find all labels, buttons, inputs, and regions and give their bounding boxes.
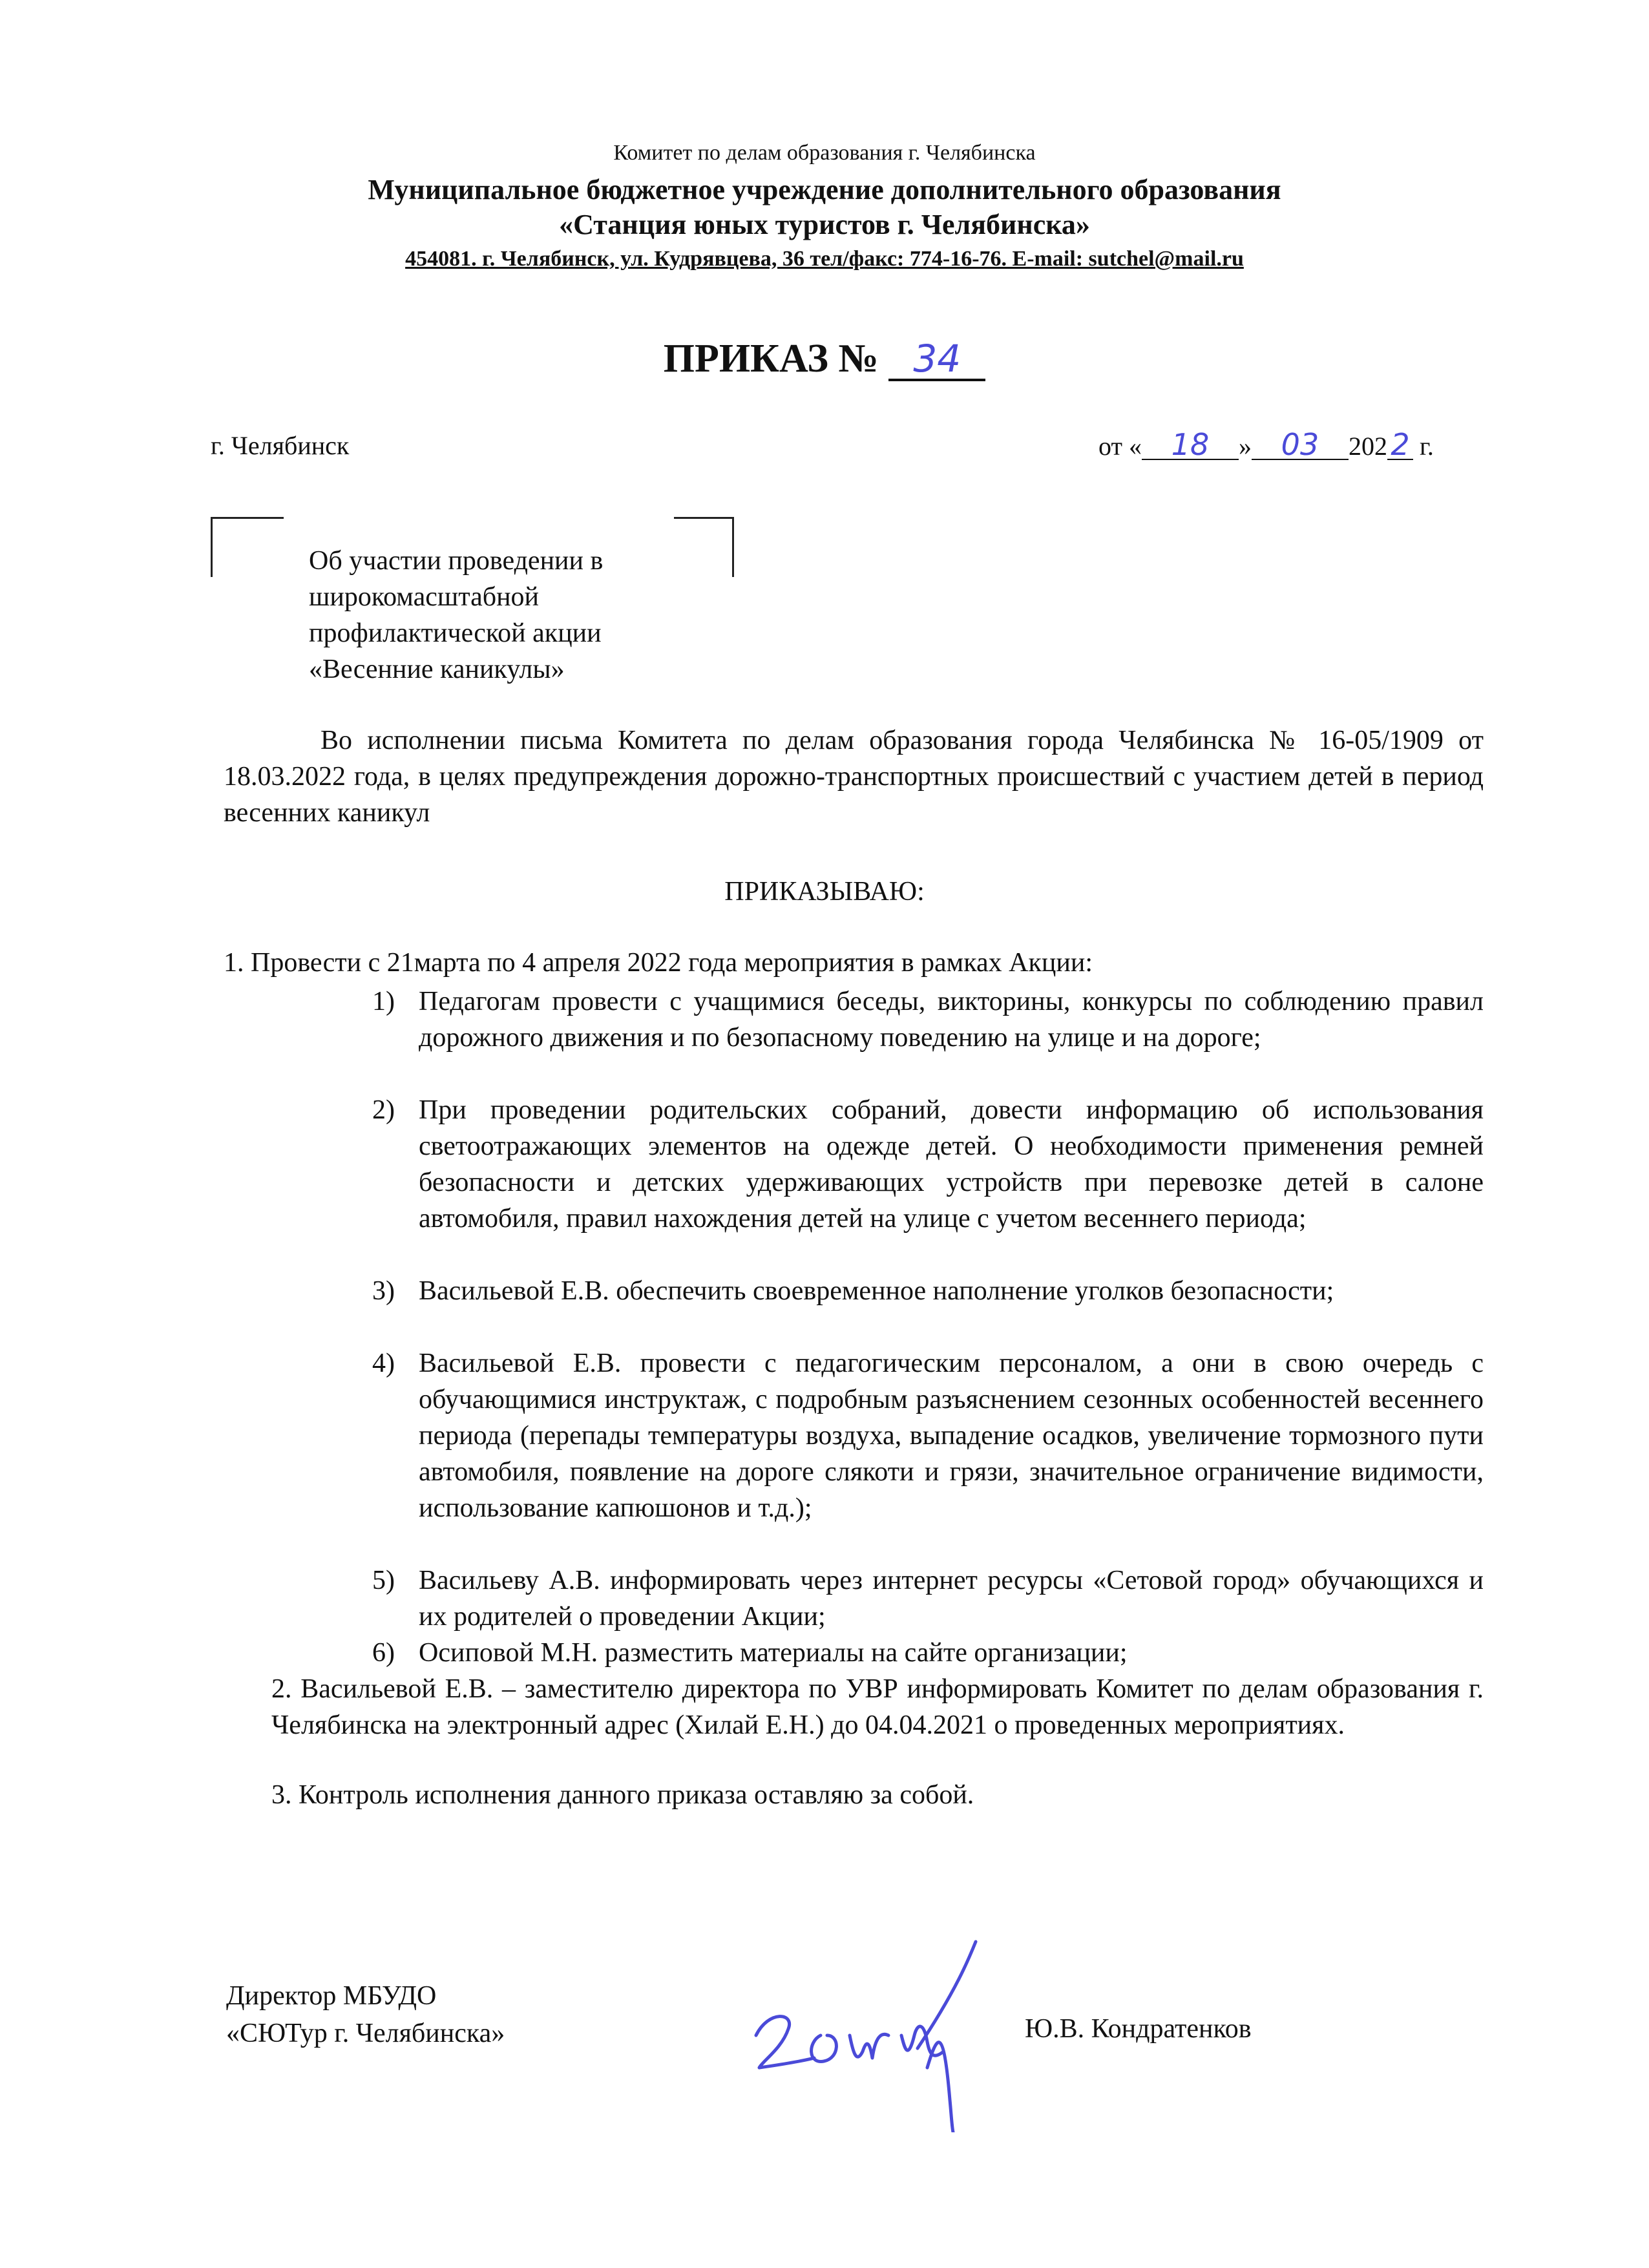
subitem-text: Осиповой М.Н. разместить материалы на сайте организации; [419,1638,1128,1668]
subitem-text: Васильеву А.В. информировать через интернет ресурсы «Сетовой город» обучающихся и их родителей о проведении Акции; [419,1566,1484,1632]
subject-line: профилактической акции [309,618,602,648]
order-subject [309,543,722,688]
station-name: «Станция юных туристов г. Челябинска» [559,209,1090,240]
director-position-line: Директор МБУДО [226,1981,437,2011]
subitem-text: При проведении родительских собраний, довести информацию об использования светоотражающих элементов на одежде детей. О необходимости применения ремней безопасности и детских удерживающих устройств при перевозке детей в салоне автомобиля, правил нахождения детей на улице с учетом весеннего периода; [419,1095,1484,1234]
date-year-prefix: 202 [1348,432,1387,461]
date-year-last: 2 [1387,430,1413,460]
director-name: Ю.В. Кондратенков [1025,2014,1252,2044]
subitem [372,1273,1484,1309]
subitem-text: Васильевой Е.В. провести с педагогическим персоналом, а они в свою очередь с обучающимися инструктаж, с подробным разъяснением сезонных особенностей весеннего периода (перепады температуры воздуха, выпадение осадков, увеличение тормозного пути автомобиля, появление на дороге слякоти и грязи, значительное ограничение видимости, использование капюшонов и т.д.); [419,1349,1484,1523]
order-word: ПРИКАЗЫВАЮ: [724,877,925,907]
subject-line: широкомасштабной [309,582,540,612]
preamble-paragraph: Во исполнении письма Комитета по делам образования города Челябинска № 16-05/1909 от 18.03.2022 года, в целях предупреждения дорожно-транспортных происшествий с участием детей в период весенних каникул [224,726,1484,828]
date-month: 03 [1252,430,1349,460]
subject-line: «Весенние каникулы» [309,655,565,684]
subject-corner-left [211,517,284,577]
subitem-number: 5) [372,1566,395,1595]
subitem-number: 3) [372,1276,395,1306]
order-date [1098,427,1434,462]
date-prefix: от « [1098,432,1142,461]
subitem [372,1345,1484,1526]
institution-name: Муниципальное бюджетное учреждение дополнительного образования [368,174,1281,205]
handwritten-signature [743,1938,1027,2132]
subitem [372,1562,1484,1635]
order-number: 34 [888,339,985,381]
subitem-number: 2) [372,1095,395,1125]
subitem [372,983,1484,1056]
order-item-1: 1. Провести с 21марта по 4 апреля 2022 года мероприятия в рамках Акции: [224,948,1093,978]
order-title [0,336,1649,382]
subitem-text: Васильевой Е.В. обеспечить своевременное наполнение уголков безопасности; [419,1276,1334,1306]
subitem [372,1092,1484,1237]
subitem [372,1635,1484,1671]
order-item-2: 2. Васильевой Е.В. – заместителю директора по УВР информировать Комитет по делам образования г. Челябинска на электронный адрес (Хилай Е.Н.) до 04.04.2021 о проведенных мероприятиях. [271,1674,1484,1740]
subitem-text: Педагогам провести с учащимися беседы, викторины, конкурсы по соблюдению правил дорожного движения и по безопасному поведению на улице и на дороге; [419,987,1484,1053]
committee-line: Комитет по делам образования г. Челябинска [613,141,1036,165]
subitem-number: 6) [372,1638,395,1668]
director-position-line: «СЮТур г. Челябинска» [226,2019,505,2048]
subitem-number: 4) [372,1349,395,1378]
subject-line: Об участии проведении в [309,546,604,576]
director-position [226,1977,505,2052]
city-label: г. Челябинск [211,431,350,460]
date-year-suffix: г. [1413,432,1434,461]
address-line: 454081. г. Челябинск, ул. Кудрявцева, 36 тел/факс: 774-16-76. E-mail: sutchel@mail.ru [405,247,1244,271]
date-day: 18 [1142,430,1239,460]
order-title-text: ПРИКАЗ № [663,337,879,381]
order-item-3: 3. Контроль исполнения данного приказа оставляю за собой. [271,1780,974,1810]
subitem-number: 1) [372,987,395,1016]
date-mid: » [1238,432,1252,461]
